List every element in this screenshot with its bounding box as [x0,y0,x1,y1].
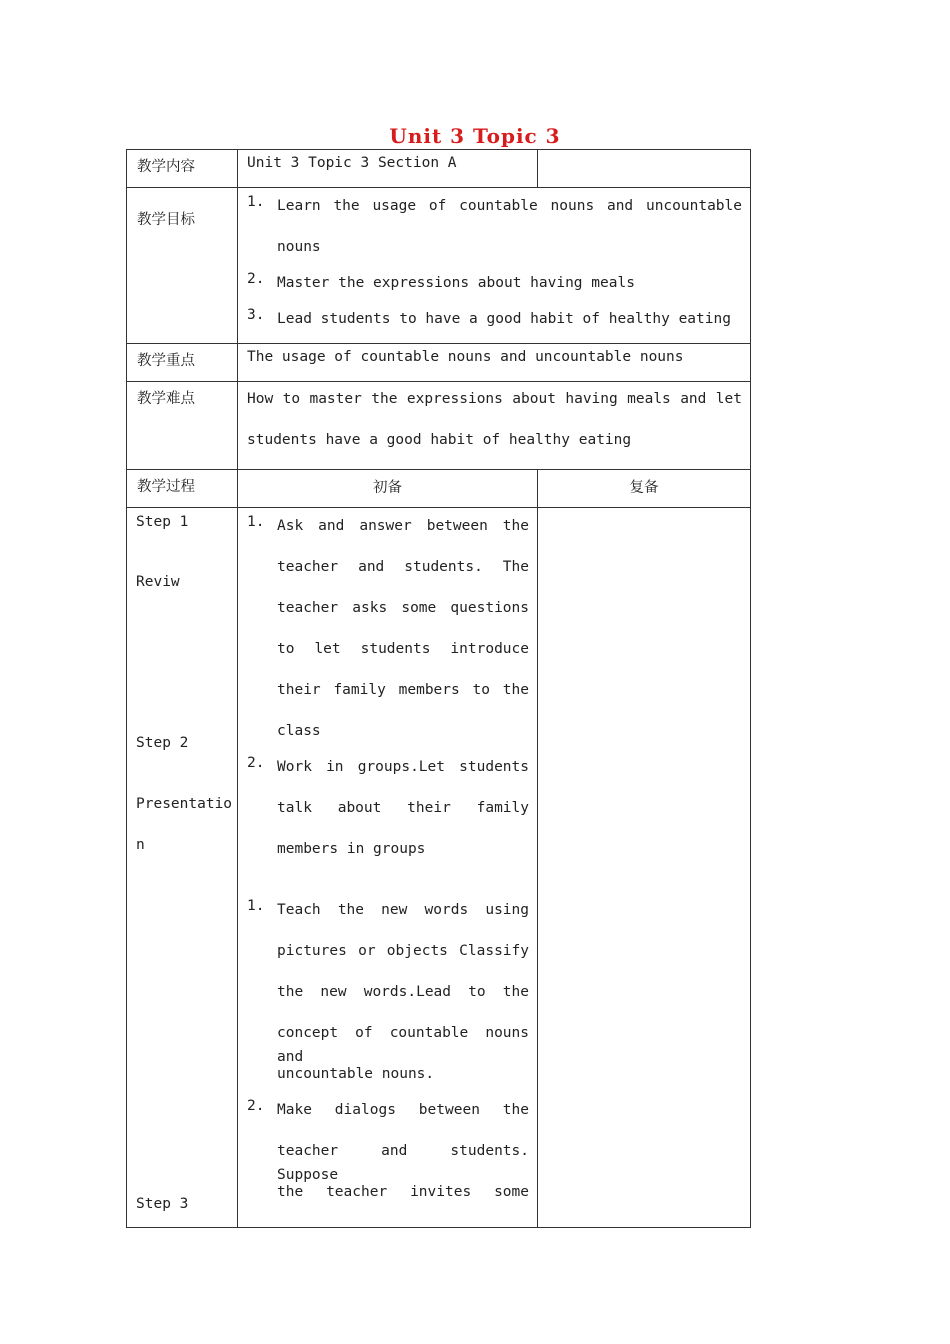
presentation-text: Make dialogs between the [277,1102,529,1118]
presentation-text: the teacher invites some [277,1184,529,1200]
steps-cell [127,508,238,1228]
step-label: Presentatio [136,796,233,812]
objective-item [247,194,742,271]
objective-number: 1. [247,194,265,210]
review-text: Ask and answer between the [277,518,529,534]
presentation-text: concept of countable nouns and [277,1025,529,1065]
review-item [247,755,529,878]
review-text: talk about their family [277,800,529,816]
presentation-text: uncountable nouns. [277,1066,435,1082]
presentation-text: the new words.Lead to the [277,984,529,1000]
difficulties-text: How to master the expressions about having meals and let [247,391,742,407]
review-text: teacher asks some questions [277,600,529,616]
step-label: Step 1 [136,514,189,530]
difficulties-row [127,382,751,470]
lesson-plan-table [126,149,751,1228]
presentation-item [247,1098,529,1221]
key-points-value: The usage of countable nouns and uncountable nouns [238,344,751,382]
presentation-text: teacher and students. Suppose [277,1143,529,1183]
process-header-row [127,470,751,508]
presentation-number: 1. [247,898,265,914]
review-text: members in groups [277,841,426,857]
review-text: their family members to the [277,682,529,698]
presentation-number: 2. [247,1098,265,1114]
step-label: Step 3 [136,1196,189,1212]
key-points-label: 教学重点 [127,344,238,382]
presentation-item [247,898,529,1098]
re-prep-cell [538,508,751,1228]
content-label: 教学内容 [127,150,238,188]
review-number: 1. [247,514,265,530]
objective-number: 3. [247,307,265,323]
step-label: Reviw [136,574,180,590]
review-text: Work in groups.Let students [277,759,529,775]
review-number: 2. [247,755,265,771]
objectives-label: 教学目标 [127,188,238,344]
difficulties-text: students have a good habit of healthy eating [247,432,632,448]
step-label: n [136,837,145,853]
key-points-row [127,344,751,382]
objectives-cell [238,188,751,344]
initial-prep-cell [238,508,538,1228]
difficulties-label: 教学难点 [127,382,238,470]
step-label: Step 2 [136,735,189,751]
content-value: Unit 3 Topic 3 Section A [238,150,538,188]
presentation-text: pictures or objects Classify [277,943,529,959]
re-prep-header: 复备 [538,470,751,508]
document-title: Unit 3 Topic 3 [389,124,561,148]
process-label: 教学过程 [127,470,238,508]
objective-item [247,271,742,307]
review-text: to let students introduce [277,641,529,657]
review-text: teacher and students. The [277,559,529,575]
objectives-row [127,188,751,344]
content-row [127,150,751,188]
objective-text: Master the expressions about having meals [277,275,635,291]
objective-text: Lead students to have a good habit of healthy eating [277,311,731,327]
objective-text: Learn the usage of countable nouns and uncountable [277,198,742,214]
objective-number: 2. [247,271,265,287]
objective-item [247,307,742,343]
objective-text: nouns [277,239,321,255]
review-item [247,514,529,755]
content-empty-cell [538,150,751,188]
review-text: class [277,723,321,739]
difficulties-cell [238,382,751,470]
presentation-text: Teach the new words using [277,902,529,918]
process-row [127,508,751,1228]
initial-prep-header: 初备 [238,470,538,508]
